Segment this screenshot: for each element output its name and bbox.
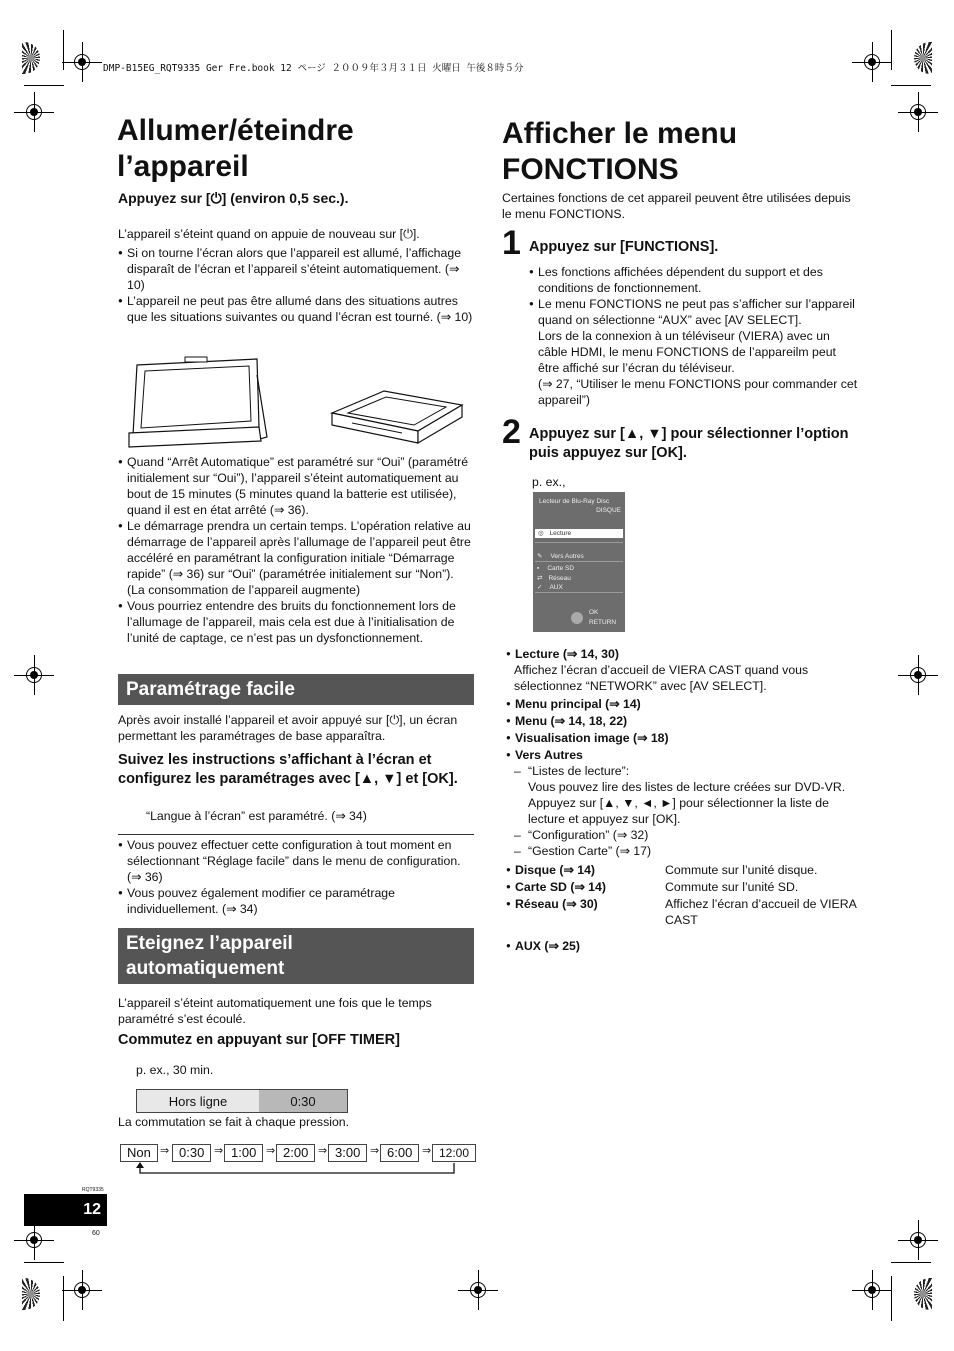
play-icon: ◎ [538, 530, 544, 537]
intro-text: Certaines fonctions de cet appareil peuvent être utilisées depuis le menu FONCTIONS. [502, 191, 851, 221]
bullet-continuation: (⇒ 27, “Utiliser le menu FONCTIONS pour commander cet appareil”) [538, 377, 858, 407]
example-label: p. ex., 30 min. [136, 1063, 214, 1077]
table-key: ● Carte SD (⇒ 14) [506, 879, 665, 895]
page-number: 12 [24, 1194, 107, 1226]
divider [118, 834, 474, 835]
doc-code: RQT9335 [82, 1187, 104, 1193]
screen-title: Lecteur de Blu-Ray Disc [539, 498, 610, 505]
table-key: ● Disque (⇒ 14) [506, 862, 665, 878]
sub-entry [506, 843, 866, 859]
menu-entry: ● Vers Autres [506, 747, 866, 763]
menu-entry: ● Menu principal (⇒ 14) [506, 696, 866, 712]
title-line: Afficher le menu [502, 117, 738, 150]
bullet-item: ● Les fonctions affichées dépendent du support et des conditions de fonctionnement. [529, 264, 859, 296]
menu-item-selected[interactable] [535, 529, 623, 538]
timer-value: 0:30 [259, 1090, 347, 1112]
crop-line [891, 30, 892, 70]
page-title-right [502, 116, 737, 188]
arrow-right-icon: ⇒ [318, 1145, 328, 1157]
crop-line [891, 1276, 892, 1321]
dash-icon: – [514, 844, 521, 858]
menu-entry: ● Visualisation image (⇒ 18) [506, 730, 866, 746]
cycle-note: La commutation se fait à chaque pression. [118, 1115, 350, 1129]
page-title-left [117, 113, 354, 185]
table-value: Affichez l’écran d’accueil de VIERA CAST [665, 897, 857, 927]
divider [535, 542, 623, 543]
table-value: Commute sur l’unité disque. [665, 863, 818, 877]
divider [535, 592, 623, 593]
sub-entry [506, 827, 866, 843]
step-instruction: Suivez les instructions s’affichant à l’écran et configurez les paramétrages avec [▲, ▼] et [OK]. [118, 752, 458, 787]
timer-cycle [120, 1144, 480, 1184]
menu-item-label: Carte SD [547, 565, 575, 572]
crop-line [63, 1276, 64, 1321]
step-note: “Langue à l’écran” est paramétré. (⇒ 34) [146, 809, 367, 823]
crop-line [891, 1262, 931, 1263]
crop-line [24, 1262, 64, 1263]
section-intro: L’appareil s’éteint automatiquement une fois que le temps paramétré s’est écoulé. [118, 996, 432, 1026]
menu-item-label: AUX [549, 584, 563, 591]
function-menu-screen [533, 492, 625, 632]
table-value: Commute sur l’unité SD. [665, 880, 799, 894]
timer-label: Hors ligne [137, 1090, 259, 1112]
sub-entry-label: “Configuration” (⇒ 32) [528, 828, 649, 842]
cycle-option: Non [120, 1144, 158, 1162]
intro-text: L’appareil s’éteint quand on appuie de nouveau sur [⏻]. [118, 227, 420, 241]
arrow-right-icon: ⇒ [422, 1145, 432, 1157]
heading-line: automatiquement [126, 958, 285, 979]
dash-icon: – [514, 764, 521, 778]
network-icon: ⇄ [537, 575, 543, 582]
bullet-list [118, 837, 474, 917]
sd-card-icon: ▪ [537, 565, 540, 572]
section-heading: Paramétrage facile [118, 674, 474, 705]
loop-arrow [120, 1162, 470, 1176]
print-header: DMP-B15EG_RQT9335 Ger Fre.book 12 ページ ２００９年３月３１日 火曜日 午後８時５分 [103, 63, 524, 74]
dash-icon: – [514, 828, 521, 842]
table-row [506, 862, 866, 878]
bullet-continuation: Lors de la connexion à un téléviseur (VIERA) avec un câble HDMI, le menu FONCTIONS de l’appareilm peut être affiché sur l’écran du téléviseur. [538, 329, 836, 375]
cycle-option: 2:00 [276, 1144, 315, 1162]
device-upright-illustration [125, 355, 275, 450]
sub-entry-desc: Vous pouvez lire des listes de lecture créées sur DVD-VR. Appuyez sur [▲, ▼, ◄, ►] pour sélectionner la liste de lecture et appuyez sur [OK]. [528, 780, 846, 826]
arrow-right-icon: ⇒ [214, 1145, 224, 1157]
menu-entry-desc: Affichez l’écran d’accueil de VIERA CAST quand vous sélectionnez “NETWORK” avec [AV SELECT]. [514, 663, 809, 693]
sub-page-number: 60 [92, 1230, 100, 1237]
title-line: FONCTIONS [502, 153, 679, 186]
example-label: p. ex., [532, 475, 566, 489]
menu-entry: ● AUX (⇒ 25) [506, 938, 866, 954]
crop-line [24, 85, 64, 86]
instruction: Appuyez sur [⏻] (environ 0,5 sec.). [118, 190, 349, 206]
sub-entry-label: “Gestion Carte” (⇒ 17) [528, 844, 652, 858]
cycle-option: 0:30 [172, 1144, 211, 1162]
menu-item-label: Lecture [549, 530, 572, 537]
source-table [506, 862, 866, 954]
table-row [506, 896, 866, 928]
section-intro: Après avoir installé l’appareil et avoir appuyé sur [⏻], un écran permettant les paramétrages de base apparaîtra. [118, 713, 458, 743]
step-number: 2 [502, 413, 521, 451]
menu-item[interactable] [537, 565, 574, 572]
return-label: RETURN [589, 619, 617, 626]
cycle-option: 12:00 [432, 1144, 476, 1162]
color-bar-mark [22, 1278, 40, 1310]
cycle-option: 3:00 [328, 1144, 367, 1162]
step-instruction: Appuyez sur [▲, ▼] pour sélectionner l’option puis appuyez sur [OK]. [529, 426, 849, 461]
crop-line [891, 85, 931, 86]
menu-item[interactable] [537, 583, 563, 591]
color-bar-mark [914, 42, 932, 74]
step-instruction: Commutez en appuyant sur [OFF TIMER] [118, 1032, 400, 1048]
heading-line: Eteignez l’appareil [126, 933, 293, 954]
bullet-item: ● Quand “Arrêt Automatique” est paramétré sur “Oui” (paramétré initialement sur “Oui”), l’appareil s’éteint automatiquement au bout de 15 minutes (5 minutes quand la batterie est utilisée), quand il est en état arrêté (⇒ 36). [118, 454, 474, 518]
menu-entry: ● Lecture (⇒ 14, 30) [506, 646, 866, 662]
bullet-item: ● Vous pouvez également modifier ce paramétrage individuellement. (⇒ 34) [118, 885, 474, 917]
bullet-item: ● Vous pouvez effectuer cette configuration à tout moment en sélectionnant “Réglage facile” dans le menu de configuration. (⇒ 36) [118, 837, 474, 885]
arrow-right-icon: ⇒ [266, 1145, 276, 1157]
bullet-list [529, 264, 859, 408]
bullet-item: ● Vous pourriez entendre des bruits du fonctionnement lors de l’allumage de l’appareil, mais cela est due à l’initialisation de l’unité de captage, ce n’est pas un dysfonctionnement. [118, 598, 474, 646]
cycle-option: 1:00 [224, 1144, 263, 1162]
device-flat-illustration [322, 385, 472, 450]
screen-subtitle: DISQUE [596, 507, 621, 514]
to-others-icon: ✎ [537, 553, 543, 560]
arrow-right-icon: ⇒ [160, 1145, 170, 1157]
off-timer-display [136, 1089, 348, 1113]
bullet-item: ● Le démarrage prendra un certain temps. L’opération relative au démarrage de l’appareil après l’allumage de l’appareil peut être accéléré en paramétrant la configuration initiale “Démarrage rapide” (⇒ 36) sur “Oui” (paramétrée initialement sur “Non”). (La consommation de l’appareil augmente) [118, 518, 474, 598]
title-line: l’appareil [117, 150, 249, 183]
bullet-list [118, 245, 474, 325]
crop-line [63, 30, 64, 70]
bullet-item: ● Si on tourne l’écran alors que l’appareil est allumé, l’affichage disparaît de l’écran et l’appareil s’éteint automatiquement. (⇒ 10) [118, 245, 474, 293]
menu-description-list [506, 646, 866, 859]
step-number: 1 [502, 224, 521, 262]
table-row [506, 879, 866, 895]
ok-label: OK [589, 609, 599, 616]
bullet-item: ● Le menu FONCTIONS ne peut pas s’afficher sur l’appareil quand on sélectionne “AUX” avec [AV SELECT]. [529, 296, 859, 328]
divider [535, 561, 623, 562]
sub-entry [506, 763, 866, 779]
menu-item[interactable] [537, 574, 571, 582]
table-key: ● Réseau (⇒ 30) [506, 896, 665, 928]
ok-button-icon [571, 612, 583, 624]
arrow-right-icon: ⇒ [370, 1145, 380, 1157]
title-line: Allumer/éteindre [117, 114, 354, 147]
menu-item[interactable] [537, 552, 584, 560]
aux-icon: ✓ [537, 584, 543, 591]
color-bar-mark [914, 1278, 932, 1310]
color-bar-mark [22, 42, 40, 74]
menu-entry: ● Menu (⇒ 14, 18, 22) [506, 713, 866, 729]
bullet-item: ● L’appareil ne peut pas être allumé dans des situations autres que les situations suivantes ou quand l’écran est tourné. (⇒ 10) [118, 293, 474, 325]
step-instruction: Appuyez sur [FUNCTIONS]. [529, 239, 719, 255]
sub-entry-label: “Listes de lecture”: [528, 764, 630, 778]
cycle-option: 6:00 [380, 1144, 419, 1162]
menu-item-label: Vers Autres [550, 553, 584, 560]
section-heading [118, 928, 474, 984]
bullet-list [118, 454, 474, 646]
menu-item-label: Réseau [548, 575, 571, 582]
